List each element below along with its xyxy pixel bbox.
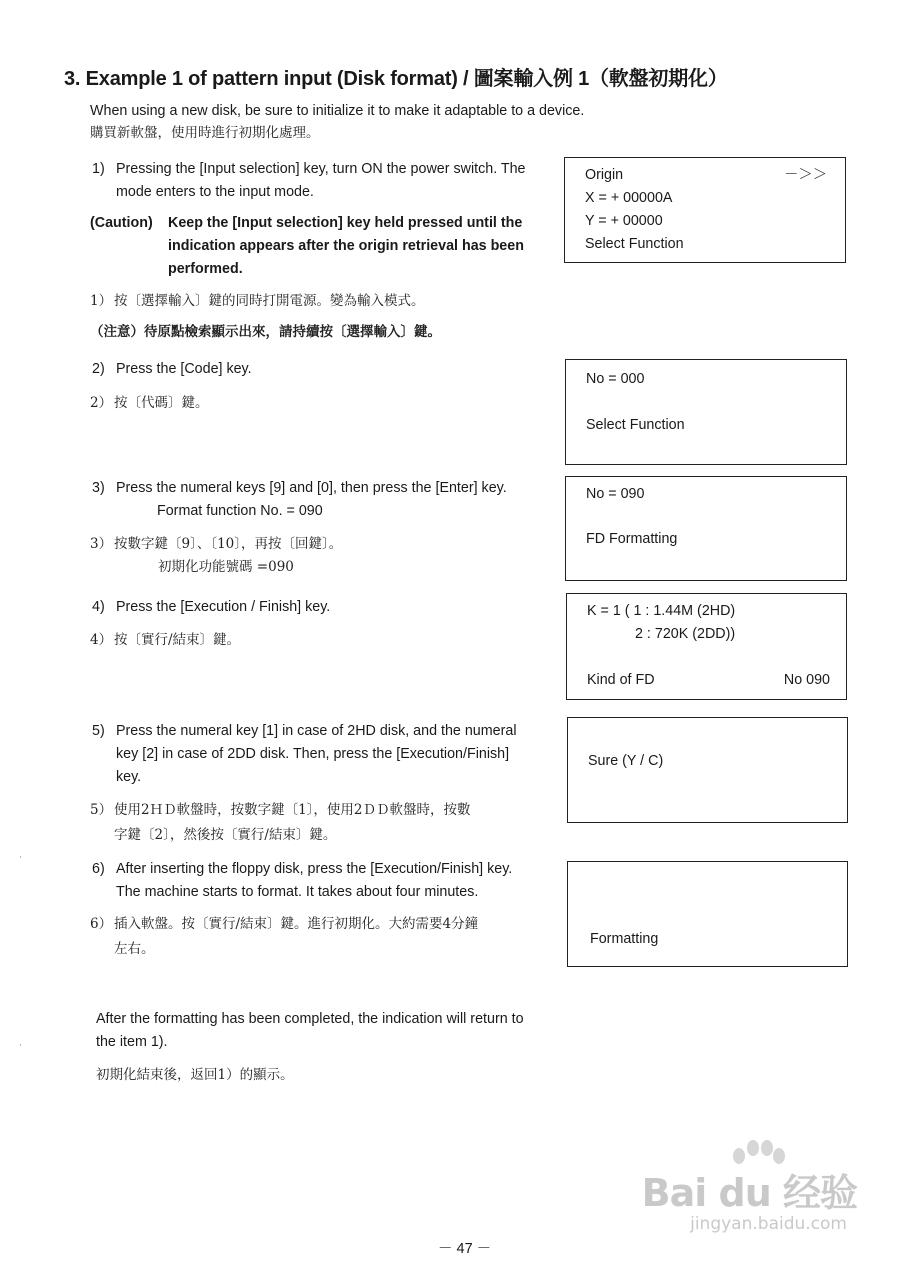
display-screen-code xyxy=(565,359,847,465)
caution-text: Keep the [Input selection] key held pressed until the indication appears after the origin retrieval has been performed. xyxy=(168,215,524,277)
screen-arrow: －＞＞ xyxy=(784,167,827,183)
screen-line: X = + 00000A xyxy=(585,190,673,206)
screen-line: FD Formatting xyxy=(586,531,678,547)
step1-en xyxy=(92,158,552,204)
screen-line: Sure (Y / C) xyxy=(588,753,664,769)
screen-line: Y = + 00000 xyxy=(585,213,663,229)
step5-zh: 5） 使用2ＨＤ軟盤時，按數字鍵〔1〕，使用2ＤＤ軟盤時，按數 字鍵〔2〕，然後按〔實行/結束〕鍵。 xyxy=(90,802,471,843)
screen-line: 2 : 720K (2DD)) xyxy=(635,626,736,642)
step3-zh-sub: 初期化功能號碼 =090 xyxy=(158,559,294,575)
intro-zh: 購買新軟盤，使用時進行初期化處理。 xyxy=(90,125,320,141)
step4-zh: 4） 按〔實行/結束〕鍵。 xyxy=(90,632,241,648)
step5-en: 5) Press the numeral key [1] in case of 2HD disk, and the numeral key [2] in case of 2DD disk. Then, press the [Execution/Finish] key. xyxy=(92,723,517,785)
screen-line: No 090 xyxy=(783,672,830,688)
screen-line: Select Function xyxy=(585,236,684,252)
step3-zh: 3） 按數字鍵〔9〕、〔10〕，再按〔回鍵〕。 xyxy=(90,536,343,552)
intro-en: When using a new disk, be sure to initialize it to make it adaptable to a device. xyxy=(90,103,585,119)
step3-en: 3) Press the numeral keys [9] and [0], then press the [Enter] key. Format function No. = 090 xyxy=(92,480,507,519)
screen-line: Origin xyxy=(585,167,624,183)
screen-line: No = 090 xyxy=(586,486,645,502)
after-en: After the formatting has been completed, the indication will return to the item 1). xyxy=(96,1011,524,1050)
page-title: 3. Example 1 of pattern input (Disk format) / 圖案輸入例 1（軟盤初期化） xyxy=(64,68,728,90)
step-number: 1) xyxy=(92,161,105,177)
after-zh: 初期化結束後，返回1）的顯示。 xyxy=(96,1067,294,1083)
step6-zh: 6） 插入軟盤。按〔實行/結束〕鍵。進行初期化。大約需要4分鐘 左右。 xyxy=(90,916,479,957)
step1-en-line2: mode enters to the input mode. xyxy=(116,184,314,200)
page-number: － 47 － xyxy=(438,1241,492,1257)
step1-zh: 1） 按〔選擇輸入〕鍵的同時打開電源。變為輸入模式。 xyxy=(90,293,425,309)
step2-zh: 2） 按〔代碼〕鍵。 xyxy=(90,395,209,411)
scan-mark xyxy=(20,1044,21,1046)
screen-line: Kind of FD xyxy=(587,672,655,688)
step1-en-line1: Pressing the [Input selection] key, turn ON the power switch. The xyxy=(116,161,526,177)
display-screen-sure xyxy=(567,717,848,823)
screen-line: No = 000 xyxy=(586,371,645,387)
screen-line: K = 1 ( 1 : 1.44M (2HD) xyxy=(587,603,736,619)
step4-en: 4) Press the [Execution / Finish] key. xyxy=(92,599,331,615)
display-screen-formatting xyxy=(567,861,848,967)
display-screen-format-no xyxy=(565,476,847,581)
step2-en: 2) Press the [Code] key. xyxy=(92,361,252,377)
display-screen-origin xyxy=(564,157,846,263)
watermark-url: jingyan.baidu.com xyxy=(690,1214,847,1234)
screen-line: Formatting xyxy=(590,931,659,947)
caution-label: (Caution) xyxy=(90,215,153,231)
step6-en: 6) After inserting the floppy disk, press the [Execution/Finish] key. The machine starts to format. It takes about four minutes. xyxy=(92,861,513,900)
watermark-logo: Bai du 经验 xyxy=(641,1171,857,1215)
step1-zh-caution: （注意）待原點檢索顯示出來，請持續按〔選擇輸入〕鍵。 xyxy=(90,324,441,340)
display-screen-kind-of-fd xyxy=(566,593,847,700)
scan-mark xyxy=(20,856,21,858)
screen-line: Select Function xyxy=(586,417,685,433)
